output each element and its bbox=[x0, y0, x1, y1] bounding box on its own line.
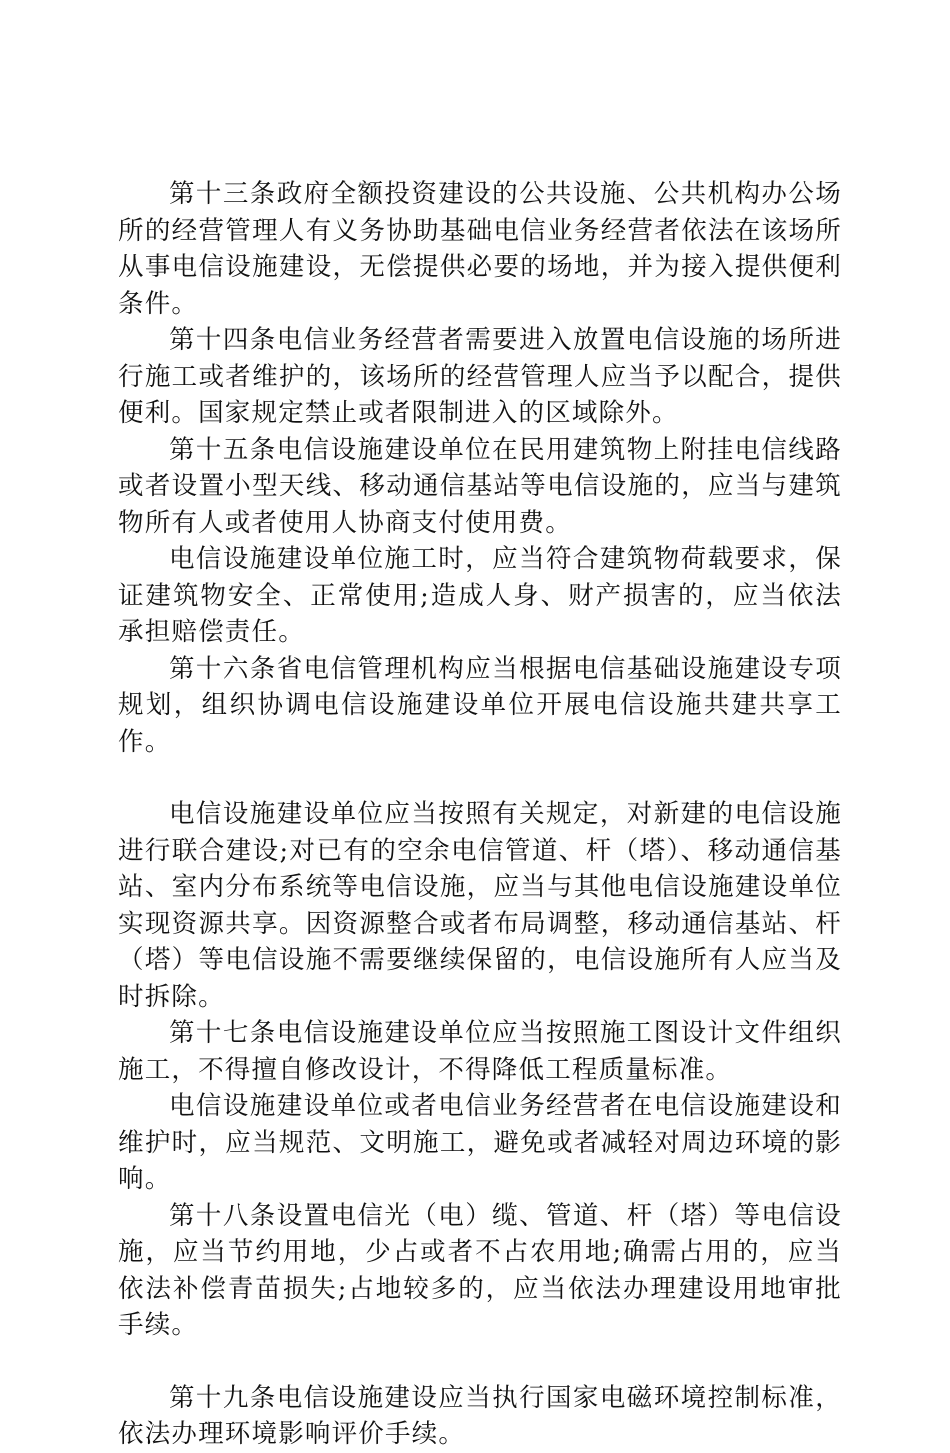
document-body bbox=[118, 176, 842, 1453]
article-15-paragraph: 第十五条电信设施建设单位在民用建筑物上附挂电信线路或者设置小型天线、移动通信基站等电信设施的，应当与建筑物所有人或者使用人协商支付使用费。 bbox=[118, 434, 842, 538]
article-18-paragraph: 第十八条设置电信光（电）缆、管道、杆（塔）等电信设施，应当节约用地，少占或者不占农用地;确需占用的，应当依法补偿青苗损失;占地较多的，应当依法办理建设用地审批手续。 bbox=[118, 1200, 842, 1340]
article-16-paragraph: 第十六条省电信管理机构应当根据电信基础设施建设专项规划，组织协调电信设施建设单位开展电信设施共建共享工作。 bbox=[118, 653, 842, 757]
article-17-paragraph: 第十七条电信设施建设单位应当按照施工图设计文件组织施工，不得擅自修改设计，不得降低工程质量标准。 bbox=[118, 1018, 842, 1085]
article-17-clause-2-paragraph: 电信设施建设单位或者电信业务经营者在电信设施建设和维护时，应当规范、文明施工，避免或者减轻对周边环境的影响。 bbox=[118, 1091, 842, 1194]
article-13-paragraph: 第十三条政府全额投资建设的公共设施、公共机构办公场所的经营管理人有义务协助基础电信业务经营者依法在该场所从事电信设施建设，无偿提供必要的场地，并为接入提供便利条件。 bbox=[118, 179, 842, 319]
article-19-paragraph: 第十九条电信设施建设应当执行国家电磁环境控制标准，依法办理环境影响评价手续。 bbox=[118, 1382, 842, 1449]
article-15-clause-2-paragraph: 电信设施建设单位施工时，应当符合建筑物荷载要求，保证建筑物安全、正常使用;造成人身、财产损害的，应当依法承担赔偿责任。 bbox=[118, 544, 842, 647]
article-14-paragraph: 第十四条电信业务经营者需要进入放置电信设施的场所进行施工或者维护的，该场所的经营管理人应当予以配合，提供便利。国家规定禁止或者限制进入的区域除外。 bbox=[118, 325, 842, 428]
article-16-clause-2-paragraph: 电信设施建设单位应当按照有关规定，对新建的电信设施进行联合建设;对已有的空余电信管道、杆（塔）、移动通信基站、室内分布系统等电信设施，应当与其他电信设施建设单位实现资源共享。因资源整合或者布局调整，移动通信基站、杆（塔）等电信设施不需要继续保留的，电信设施所有人应当及时拆除。 bbox=[118, 799, 842, 1012]
